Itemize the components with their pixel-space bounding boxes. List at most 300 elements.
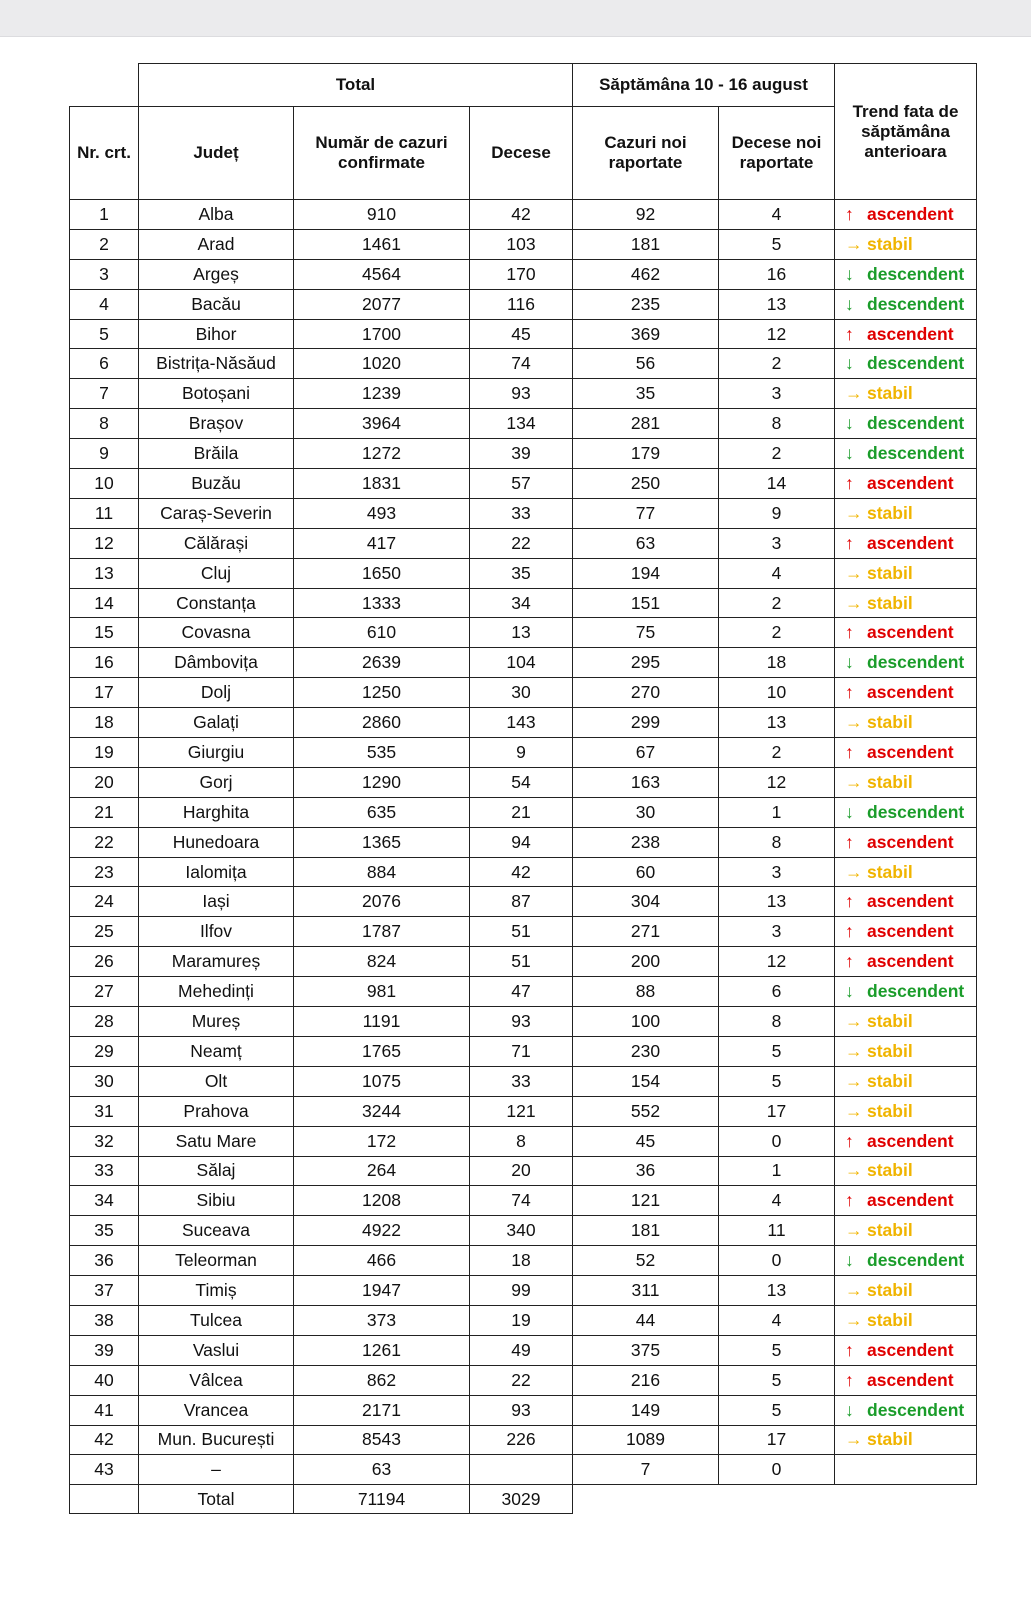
cell-trend [835,1036,977,1066]
cell-judet: Covasna [139,618,294,648]
cell-decese-noi: 1 [719,1156,835,1186]
cell-decese: 19 [470,1305,573,1335]
cell-judet: Satu Mare [139,1126,294,1156]
arrow-right-icon: → [845,1160,863,1181]
cell-decese-noi: 8 [719,1007,835,1037]
cell-cazuri-noi: 100 [573,1007,719,1037]
trend-label: stabil [867,1309,913,1330]
cell-cazuri-noi: 299 [573,708,719,738]
trend-label: stabil [867,1220,913,1241]
table-row [70,259,977,289]
cell-nr: 12 [70,528,139,558]
cell-trend [835,1126,977,1156]
cell-trend [835,259,977,289]
table-row [70,379,977,409]
cell-cazuri: 610 [294,618,470,648]
cell-cazuri-noi: 295 [573,648,719,678]
cell-decese: 51 [470,917,573,947]
trend-label: ascendent [867,323,954,344]
cell-decese-noi: 13 [719,289,835,319]
cell-nr: 25 [70,917,139,947]
cell-decese: 74 [470,349,573,379]
cell-nr: 17 [70,678,139,708]
cell-judet: Mehedinți [139,977,294,1007]
arrow-down-icon: ↓ [845,413,854,434]
arrow-right-icon: → [845,592,863,613]
table-row [70,200,977,230]
cell-decese-noi: 0 [719,1455,835,1485]
cell-trend [835,1096,977,1126]
table-row [70,1455,977,1485]
trend-label: ascendent [867,741,954,762]
cell-cazuri: 1239 [294,379,470,409]
cell-nr: 15 [70,618,139,648]
cell-decese-noi: 17 [719,1096,835,1126]
cell-cazuri-noi: 92 [573,200,719,230]
cell-cazuri-noi: 216 [573,1365,719,1395]
cell-nr: 34 [70,1186,139,1216]
cell-cazuri-noi: 45 [573,1126,719,1156]
trend-label: descendent [867,413,965,434]
table-row [70,1335,977,1365]
table-row [70,1156,977,1186]
arrow-up-icon: ↑ [845,682,854,703]
cell-decese-noi: 13 [719,708,835,738]
cell-decese-noi: 12 [719,947,835,977]
cell-judet: Bihor [139,319,294,349]
header-decese-noi: Decese noi raportate [719,107,835,200]
cell-trend [835,618,977,648]
cell-decese-noi: 3 [719,528,835,558]
cell-judet: Sălaj [139,1156,294,1186]
cell-cazuri: 1333 [294,588,470,618]
header-blank-cell [70,64,139,107]
trend-label: stabil [867,562,913,583]
arrow-down-icon: ↓ [845,263,854,284]
cell-nr: 5 [70,319,139,349]
trend-label: stabil [867,1160,913,1181]
table-row [70,588,977,618]
cell-decese: 33 [470,498,573,528]
arrow-right-icon: → [845,771,863,792]
cell-cazuri: 1947 [294,1276,470,1306]
arrow-right-icon: → [845,1070,863,1091]
cell-decese: 74 [470,1186,573,1216]
trend-label: ascendent [867,1369,954,1390]
cell-decese: 51 [470,947,573,977]
cell-trend [835,797,977,827]
cell-cazuri-noi: 181 [573,229,719,259]
cell-nr: 8 [70,409,139,439]
table-row [70,1126,977,1156]
table-row [70,1365,977,1395]
cell-nr: 43 [70,1455,139,1485]
cell-nr: 42 [70,1425,139,1455]
arrow-right-icon: → [845,562,863,583]
cell-cazuri-noi: 462 [573,259,719,289]
cell-decese-noi: 1 [719,797,835,827]
trend-label: ascendent [867,682,954,703]
cell-cazuri-noi: 63 [573,528,719,558]
cell-decese [470,1455,573,1485]
cell-decese: 30 [470,678,573,708]
cell-judet: Suceava [139,1216,294,1246]
trend-label: stabil [867,861,913,882]
cell-decese-noi: 13 [719,887,835,917]
cell-decese-noi: 12 [719,319,835,349]
table-row [70,469,977,499]
trend-label: stabil [867,383,913,404]
cell-judet: Iași [139,887,294,917]
cell-cazuri: 417 [294,528,470,558]
cell-cazuri-noi: 30 [573,797,719,827]
cell-decese-noi: 5 [719,1036,835,1066]
cell-decese-noi: 2 [719,349,835,379]
cell-decese-noi: 5 [719,229,835,259]
cell-cazuri: 264 [294,1156,470,1186]
cell-cazuri: 466 [294,1246,470,1276]
cell-nr: 23 [70,857,139,887]
cell-cazuri: 2639 [294,648,470,678]
cell-judet: Dâmbovița [139,648,294,678]
cell-nr: 28 [70,1007,139,1037]
cell-cazuri-noi: 60 [573,857,719,887]
cell-nr: 1 [70,200,139,230]
cell-cazuri: 8543 [294,1425,470,1455]
cell-cazuri: 884 [294,857,470,887]
cell-judet: Brăila [139,439,294,469]
cell-trend [835,200,977,230]
cell-decese: 93 [470,1395,573,1425]
table-row [70,229,977,259]
trend-label: descendent [867,801,965,822]
cell-cazuri: 535 [294,738,470,768]
cell-trend [835,1425,977,1455]
arrow-up-icon: ↑ [845,921,854,942]
trend-label: stabil [867,1010,913,1031]
table-row [70,1186,977,1216]
cell-cazuri: 1461 [294,229,470,259]
table-row [70,947,977,977]
cell-cazuri: 172 [294,1126,470,1156]
table-row [70,1096,977,1126]
cell-decese: 20 [470,1156,573,1186]
cell-nr: 13 [70,558,139,588]
cell-trend [835,917,977,947]
cell-decese-noi: 4 [719,558,835,588]
cell-cazuri: 4564 [294,259,470,289]
cell-decese: 54 [470,767,573,797]
cell-cazuri-noi: 36 [573,1156,719,1186]
cell-decese: 87 [470,887,573,917]
trend-label: stabil [867,1429,913,1450]
cell-nr: 18 [70,708,139,738]
arrow-up-icon: ↑ [845,622,854,643]
cell-decese: 103 [470,229,573,259]
table-row [70,319,977,349]
cell-decese-noi: 3 [719,379,835,409]
cell-judet: Ialomița [139,857,294,887]
cell-judet: Caraș-Severin [139,498,294,528]
trend-label: ascendent [867,622,954,643]
cell-cazuri-noi: 52 [573,1246,719,1276]
cell-cazuri-noi: 200 [573,947,719,977]
cell-nr: 20 [70,767,139,797]
cell-cazuri: 981 [294,977,470,1007]
cell-nr: 3 [70,259,139,289]
cell-cazuri-noi: 35 [573,379,719,409]
cell-judet: Maramureș [139,947,294,977]
cell-decese-noi: 2 [719,439,835,469]
cell-judet: Tulcea [139,1305,294,1335]
trend-label: descendent [867,981,965,1002]
arrow-right-icon: → [845,1040,863,1061]
cell-decese-noi: 12 [719,767,835,797]
trend-label: descendent [867,1250,965,1271]
cell-decese: 94 [470,827,573,857]
cell-trend [835,439,977,469]
cell-cazuri-noi: 311 [573,1276,719,1306]
cell-trend [835,1276,977,1306]
cell-cazuri-noi: 149 [573,1395,719,1425]
cell-trend [835,1186,977,1216]
header-trend: Trend fata de săptămâna anterioara [835,64,977,200]
arrow-up-icon: ↑ [845,1369,854,1390]
table-row [70,409,977,439]
cell-decese: 9 [470,738,573,768]
arrow-up-icon: ↑ [845,891,854,912]
table-row [70,738,977,768]
cell-trend [835,1216,977,1246]
cell-decese: 18 [470,1246,573,1276]
cell-trend [835,1335,977,1365]
cell-cazuri: 1075 [294,1066,470,1096]
cell-judet: Harghita [139,797,294,827]
cell-trend [835,947,977,977]
cell-decese-noi: 5 [719,1335,835,1365]
cell-cazuri: 493 [294,498,470,528]
arrow-right-icon: → [845,1429,863,1450]
cell-nr: 7 [70,379,139,409]
cell-trend [835,1305,977,1335]
cell-decese-noi: 18 [719,648,835,678]
table-row [70,1036,977,1066]
cell-decese: 21 [470,797,573,827]
arrow-up-icon: ↑ [845,831,854,852]
cell-decese: 134 [470,409,573,439]
cell-decese: 93 [470,379,573,409]
cell-trend [835,977,977,1007]
cell-trend [835,289,977,319]
table-row [70,678,977,708]
cell-judet: Ilfov [139,917,294,947]
cell-decese: 104 [470,648,573,678]
arrow-right-icon: → [845,1309,863,1330]
cell-decese: 170 [470,259,573,289]
cell-decese-noi: 5 [719,1395,835,1425]
cell-decese-noi: 0 [719,1246,835,1276]
cell-cazuri-noi: 56 [573,349,719,379]
cell-judet: – [139,1455,294,1485]
trend-label: ascendent [867,1130,954,1151]
cell-decese: 35 [470,558,573,588]
cell-cazuri: 1765 [294,1036,470,1066]
header-group-week: Săptămâna 10 - 16 august [573,64,835,107]
table-row [70,558,977,588]
cell-judet: Neamț [139,1036,294,1066]
arrow-up-icon: ↑ [845,472,854,493]
trend-label: descendent [867,1399,965,1420]
table-row [70,1395,977,1425]
trend-label: stabil [867,1040,913,1061]
cell-decese: 226 [470,1425,573,1455]
cell-cazuri: 1365 [294,827,470,857]
cell-cazuri: 63 [294,1455,470,1485]
total-row-nr [70,1485,139,1514]
cell-nr: 29 [70,1036,139,1066]
cell-judet: Constanța [139,588,294,618]
cell-judet: Buzău [139,469,294,499]
cell-cazuri: 3964 [294,409,470,439]
trend-label: ascendent [867,203,954,224]
arrow-up-icon: ↑ [845,1190,854,1211]
cell-decese: 47 [470,977,573,1007]
cell-judet: Cluj [139,558,294,588]
cell-cazuri-noi: 375 [573,1335,719,1365]
cell-cazuri: 1787 [294,917,470,947]
cell-decese: 13 [470,618,573,648]
trend-label: stabil [867,502,913,523]
arrow-down-icon: ↓ [845,293,854,314]
header-decese: Decese [470,107,573,200]
table-row [70,618,977,648]
cell-judet: Bistrița-Năsăud [139,349,294,379]
cell-nr: 26 [70,947,139,977]
cell-decese: 57 [470,469,573,499]
cell-nr: 19 [70,738,139,768]
header-judet: Județ [139,107,294,200]
cell-nr: 31 [70,1096,139,1126]
cell-trend [835,767,977,797]
cell-nr: 27 [70,977,139,1007]
cell-judet: Sibiu [139,1186,294,1216]
trend-label: stabil [867,1280,913,1300]
cell-decese: 39 [470,439,573,469]
cell-nr: 6 [70,349,139,379]
arrow-right-icon: → [845,502,863,523]
cell-decese-noi: 2 [719,738,835,768]
arrow-down-icon: ↓ [845,652,854,673]
arrow-right-icon: → [845,1280,863,1300]
cell-cazuri: 1020 [294,349,470,379]
cell-decese-noi: 8 [719,409,835,439]
cell-trend [835,738,977,768]
header-cazuri: Număr de cazuri confirmate [294,107,470,200]
cell-cazuri: 1208 [294,1186,470,1216]
arrow-right-icon: → [845,1010,863,1031]
cell-decese-noi: 6 [719,977,835,1007]
trend-label: stabil [867,1070,913,1091]
cell-decese: 121 [470,1096,573,1126]
cell-judet: Galați [139,708,294,738]
cell-cazuri-noi: 77 [573,498,719,528]
cell-decese: 116 [470,289,573,319]
cell-nr: 37 [70,1276,139,1306]
table-row [70,827,977,857]
trend-label: stabil [867,712,913,733]
cell-cazuri-noi: 181 [573,1216,719,1246]
cell-nr: 10 [70,469,139,499]
cell-cazuri: 4922 [294,1216,470,1246]
cell-cazuri: 2076 [294,887,470,917]
table-row [70,977,977,1007]
cell-cazuri-noi: 179 [573,439,719,469]
trend-label: descendent [867,443,965,464]
cell-trend [835,319,977,349]
cell-decese: 143 [470,708,573,738]
cell-cazuri-noi: 369 [573,319,719,349]
cell-judet: Mureș [139,1007,294,1037]
cell-trend [835,469,977,499]
cell-judet: Mun. București [139,1425,294,1455]
cell-decese: 34 [470,588,573,618]
table-row [70,797,977,827]
cell-cazuri-noi: 270 [573,678,719,708]
cell-cazuri: 373 [294,1305,470,1335]
table-row [70,1276,977,1306]
cell-decese-noi: 5 [719,1365,835,1395]
cell-trend [835,498,977,528]
cell-decese-noi: 13 [719,1276,835,1306]
cell-trend [835,558,977,588]
cell-judet: Dolj [139,678,294,708]
trend-label: ascendent [867,472,954,493]
table-row [70,767,977,797]
cell-nr: 14 [70,588,139,618]
cell-cazuri-noi: 230 [573,1036,719,1066]
trend-label: ascendent [867,951,954,972]
arrow-down-icon: ↓ [845,353,854,374]
cell-cazuri-noi: 194 [573,558,719,588]
cell-decese: 49 [470,1335,573,1365]
cell-trend [835,229,977,259]
header-group-total: Total [139,64,573,107]
table-row [70,439,977,469]
total-row-decese: 3029 [470,1485,573,1514]
total-row-cazuri: 71194 [294,1485,470,1514]
cell-cazuri-noi: 304 [573,887,719,917]
table-row [70,1066,977,1096]
table-row [70,1007,977,1037]
trend-label: ascendent [867,891,954,912]
table-row [70,708,977,738]
cell-judet: Teleorman [139,1246,294,1276]
arrow-up-icon: ↑ [845,323,854,344]
cell-trend [835,827,977,857]
cell-nr: 33 [70,1156,139,1186]
cell-trend [835,678,977,708]
trend-label: ascendent [867,831,954,852]
cell-cazuri: 1272 [294,439,470,469]
cell-trend [835,1455,977,1485]
arrow-up-icon: ↑ [845,741,854,762]
cell-cazuri-noi: 1089 [573,1425,719,1455]
cell-trend [835,708,977,738]
cell-nr: 24 [70,887,139,917]
table-row [70,1246,977,1276]
cell-cazuri: 2860 [294,708,470,738]
cell-decese: 71 [470,1036,573,1066]
